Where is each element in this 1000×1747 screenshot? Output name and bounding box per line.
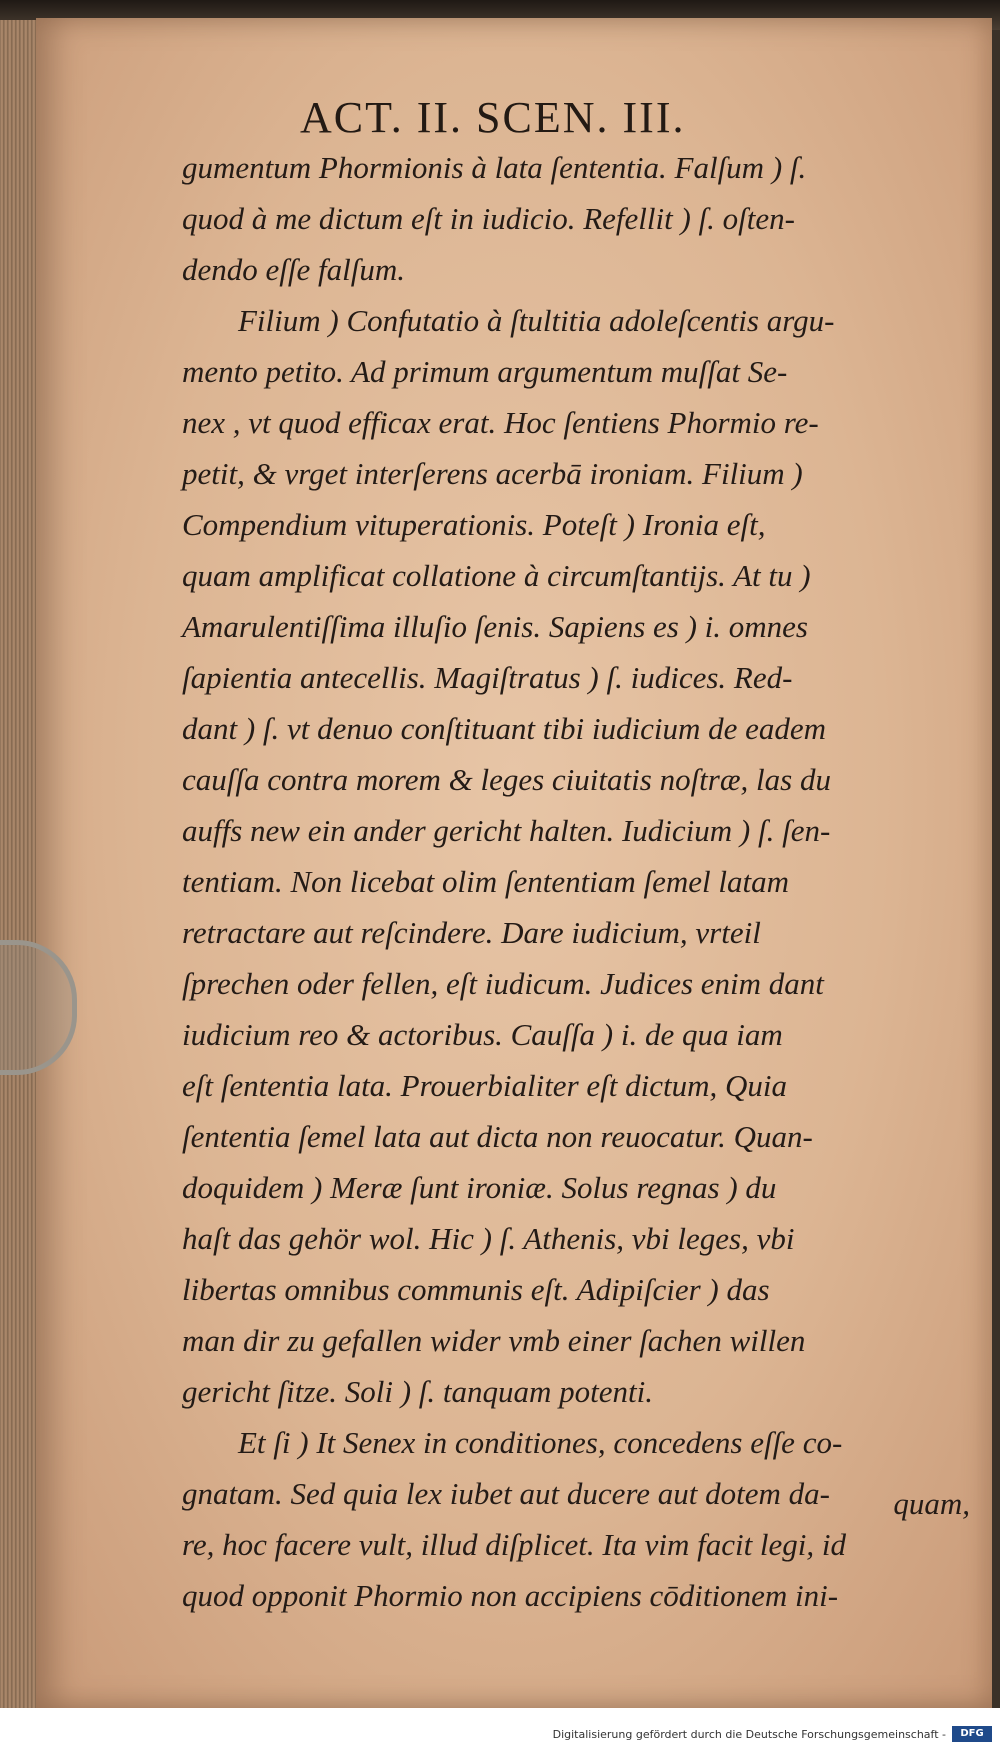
text-line: gericht ſitze. Soli ) ſ. tanquam potenti. — [182, 1374, 653, 1409]
text-line: Et ſi ) It Senex in conditiones, concedens eſſe co- — [238, 1425, 843, 1460]
text-line: man dir zu gefallen wider vmb einer ſachen willen — [182, 1323, 806, 1358]
text-line: gnatam. Sed quia lex iubet aut ducere aut dotem da- — [182, 1476, 830, 1511]
text-line: auffs new ein ander gericht halten. Iudicium ) ſ. ſen- — [182, 813, 831, 848]
text-line: libertas omnibus communis eſt. Adipiſcier ) das — [182, 1272, 770, 1307]
text-line: eſt ſententia lata. Prouerbialiter eſt dictum, Quia — [182, 1068, 787, 1103]
text-line: quam amplificat collatione à circumſtantijs. At tu ) — [182, 558, 811, 593]
text-line: nex , vt quod efficax erat. Hoc ſentiens Phormio re- — [182, 405, 819, 440]
text-line: Compendium vituperationis. Poteſt ) Ironia eſt, — [182, 507, 766, 542]
text-line: doquidem ) Meræ ſunt ironiæ. Solus regnas ) du — [182, 1170, 777, 1205]
catchword: quam, — [893, 1486, 970, 1521]
text-line: ſprechen oder fellen, eſt iudicum. Judices enim dant — [182, 966, 824, 1001]
text-line: iudicium reo & actoribus. Cauſſa ) i. de qua iam — [182, 1017, 783, 1052]
text-line: petit, & vrget interſerens acerbā ironiam. Filium ) — [182, 456, 803, 491]
page-text — [182, 142, 972, 1621]
dfg-logo: DFG — [952, 1726, 992, 1742]
text-line: cauſſa contra morem & leges ciuitatis noſtræ, las du — [182, 762, 831, 797]
text-line: dendo eſſe falſum. — [182, 252, 405, 287]
text-line: haſt das gehör wol. Hic ) ſ. Athenis, vbi leges, vbi — [182, 1221, 795, 1256]
digitization-credit: Digitalisierung gefördert durch die Deutsche Forschungsgemeinschaft - — [552, 1728, 946, 1741]
text-line: tentiam. Non licebat olim ſententiam ſemel latam — [182, 864, 789, 899]
text-line: dant ) ſ. vt denuo conſtituant tibi iudicium de eadem — [182, 711, 826, 746]
text-line: ſapientia antecellis. Magiſtratus ) ſ. iudices. Red- — [182, 660, 793, 695]
text-line: Filium ) Confutatio à ſtultitia adoleſcentis argu- — [238, 303, 835, 338]
text-line: gumentum Phormionis à lata ſententia. Falſum ) ſ. — [182, 150, 807, 185]
text-line: quod à me dictum eſt in iudicio. Refellit ) ſ. oſten- — [182, 201, 795, 236]
text-line: ſententia ſemel lata aut dicta non reuocatur. Quan- — [182, 1119, 813, 1154]
text-line: retractare aut reſcindere. Dare iudicium, vrteil — [182, 915, 761, 950]
text-line: mento petito. Ad primum argumentum muſſat Se- — [182, 354, 788, 389]
text-line: quod opponit Phormio non accipiens cōditionem ini- — [182, 1578, 839, 1613]
text-line: Amarulentiſſima illuſio ſenis. Sapiens es ) i. omnes — [182, 609, 808, 644]
text-line: re, hoc facere vult, illud diſplicet. Ita vim facit legi, id — [182, 1527, 847, 1562]
running-header: ACT. II. SCEN. III. — [300, 93, 686, 142]
